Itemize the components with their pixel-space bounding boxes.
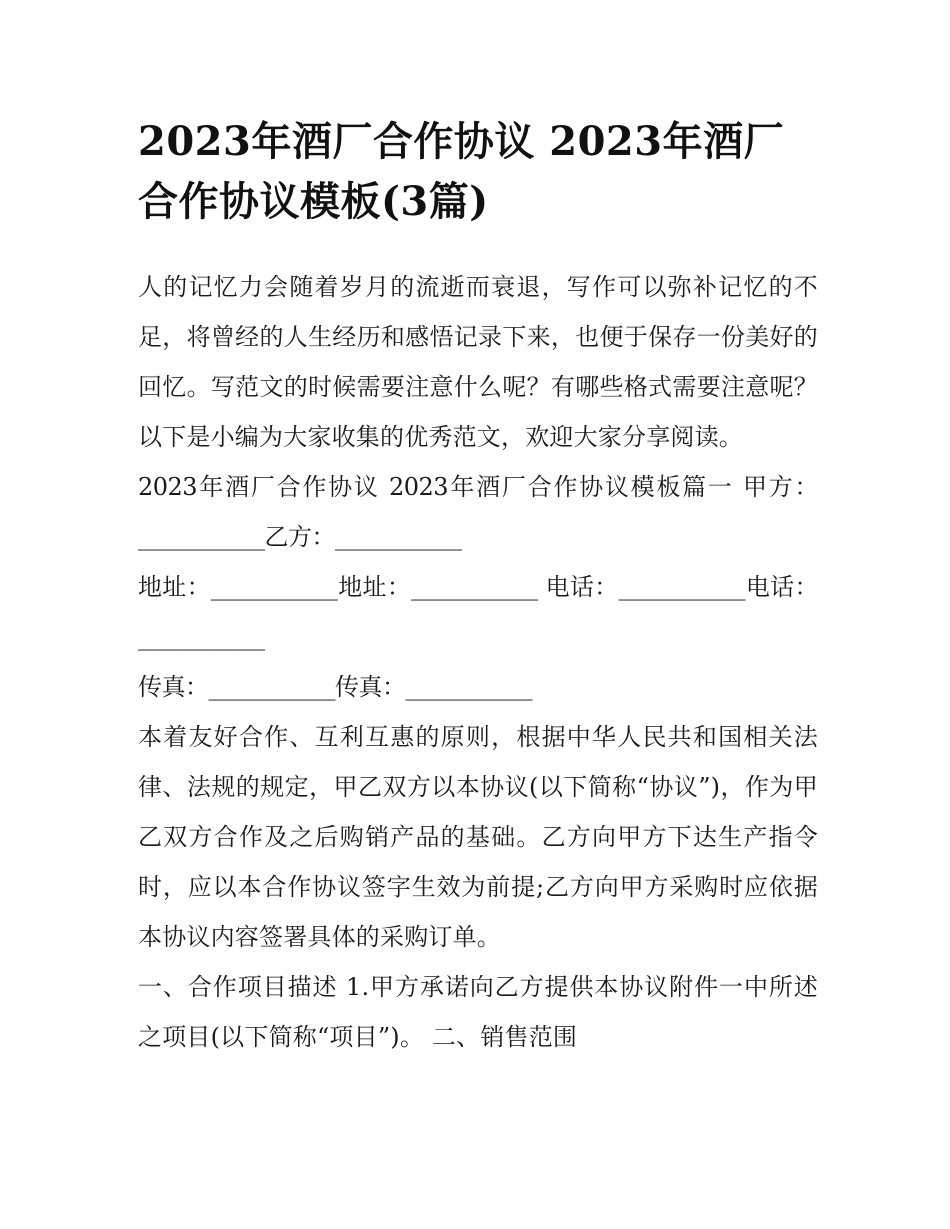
article-one-paragraph: 一、合作项目描述 1.甲方承诺向乙方提供本协议附件一中所述之项目(以下简称“项目”)。 二、销售范围: [138, 973, 818, 1051]
page-title: 2023年酒厂合作协议 2023年酒厂合作协议模板(3篇): [138, 118, 785, 225]
address-phone-paragraph: 地址：___________地址：___________ 电话：___________电话：___________: [138, 573, 818, 651]
document-content: [138, 0, 818, 1062]
principle-paragraph: 本着友好合作、互利互惠的原则，根据中华人民共和国相关法律、法规的规定，甲乙双方以本协议(以下简称“协议”)，作为甲乙双方合作及之后购销产品的基础。乙方向甲方下达生产指令时，应以本合作协议签字生效为前提;乙方向甲方采购时应依据本协议内容签署具体的采购订单。: [138, 723, 818, 951]
fax-paragraph: 传真：___________传真：___________: [138, 673, 532, 701]
section-heading-paragraph: 2023年酒厂合作协议 2023年酒厂合作协议模板篇一 甲方：___________乙方：___________: [138, 473, 818, 551]
intro-paragraph: 人的记忆力会随着岁月的流逝而衰退，写作可以弥补记忆的不足，将曾经的人生经历和感悟记录下来，也便于保存一份美好的回忆。写范文的时候需要注意什么呢？有哪些格式需要注意呢？以下是小编为大家收集的优秀范文，欢迎大家分享阅读。: [138, 273, 818, 451]
